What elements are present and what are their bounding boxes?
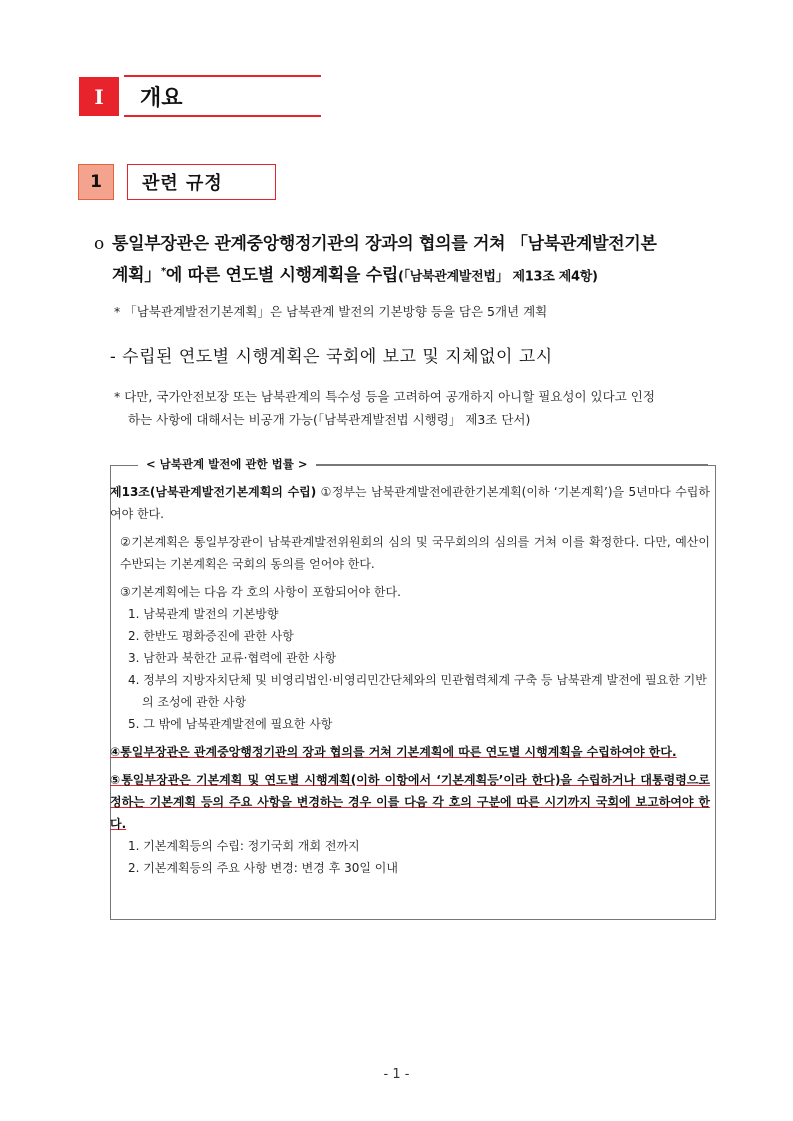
list-item: 3. 남한과 북한간 교류·협력에 관한 사항 <box>128 651 337 665</box>
section-title: 개요 <box>124 75 321 117</box>
footnote-2 <box>114 385 734 431</box>
article-heading: 제13조(남북관계발전기본계획의 수립) <box>110 485 317 499</box>
header-rule <box>316 464 709 465</box>
dash-item: - 수립된 연도별 시행계획은 국회에 보고 및 지체없이 고시 <box>110 347 553 367</box>
page-number: - 1 - <box>383 1067 410 1082</box>
list-item: 2. 기본계획등의 주요 사항 변경: 변경 후 30일 이내 <box>128 861 398 875</box>
legal-reference: (「남북관계발전법」 제13조 제4항) <box>397 269 598 285</box>
footnote-2-line1: * 다만, 국가안전보장 또는 남북관계의 특수성 등을 고려하여 공개하지 아니할 필요성이 있다고 인정 <box>114 389 655 404</box>
law-box-title: < 남북관계 발전에 관한 법률 > <box>138 456 316 472</box>
article-para-4: ④통일부장관은 관계중앙행정기관의 장과 협의를 거쳐 기본계획에 따른 연도별 시행계획을 수립하여야 한다. <box>110 745 677 759</box>
list-item: 5. 그 밖에 남북관계발전에 필요한 사항 <box>128 717 333 731</box>
article-para-3-items <box>110 603 710 735</box>
main-text <box>112 230 734 292</box>
section-number-badge: I <box>79 77 119 116</box>
article-para-5: ⑤통일부장관은 기본계획 및 연도별 시행계획(이하 이항에서 ‘기본계획등’이라 한다)을 수립하거나 대통령령으로 정하는 기본계획 등의 주요 사항을 변경하는 경우 이를 다음 각 호의 구분에 따른 시기까지 국회에 보고하여야 한다. <box>110 773 710 831</box>
footnote-2-line2: 하는 사항에 대해서는 비공개 가능(「남북관계발전법 시행령」 제3조 단서) <box>128 412 531 427</box>
footnote-1: * 「남북관계발전기본계획」은 남북관계 발전의 기본방향 등을 담은 5개년 계획 <box>114 304 548 319</box>
footnote-mark: * <box>160 266 166 277</box>
subsection-title: 관련 규정 <box>127 164 276 200</box>
list-item: 1. 기본계획등의 수립: 정기국회 개회 전까지 <box>128 839 360 853</box>
article-para-3: ③기본계획에는 다음 각 호의 사항이 포함되어야 한다. <box>120 585 401 599</box>
article-para-1: ①정부는 남북관계발전에관한기본계획(이하 ‘기본계획’)을 5년마다 수립하여야 한다. <box>110 485 710 521</box>
list-item: 1. 남북관계 발전의 기본방향 <box>128 607 279 621</box>
list-item: 2. 한반도 평화증진에 관한 사항 <box>128 629 294 643</box>
list-item: 4. 정부의 지방자치단체 및 비영리법인·비영리민간단체와의 민관협력체계 구축 등 남북관계 발전에 필요한 기반의 조성에 관한 사항 <box>128 673 707 709</box>
main-line2b: 에 따른 연도별 시행계획을 수립 <box>165 265 398 286</box>
bullet-marker: o <box>94 234 104 254</box>
main-line2a: 계획」 <box>112 265 161 286</box>
law-box-header <box>138 456 708 472</box>
law-text <box>110 481 710 879</box>
subsection-number-badge: 1 <box>78 164 114 200</box>
main-line1: 통일부장관은 관계중앙행정기관의 장과의 협의를 거쳐 「남북관계발전기본 <box>112 234 657 254</box>
main-paragraph <box>94 230 734 292</box>
article-para-2: ②기본계획은 통일부장관이 남북관계발전위원회의 심의 및 국무회의의 심의를 거쳐 이를 확정한다. 다만, 예산이 수반되는 기본계획은 국회의 동의를 얻어야 한다. <box>120 535 710 571</box>
article-para-5-items <box>110 835 710 879</box>
